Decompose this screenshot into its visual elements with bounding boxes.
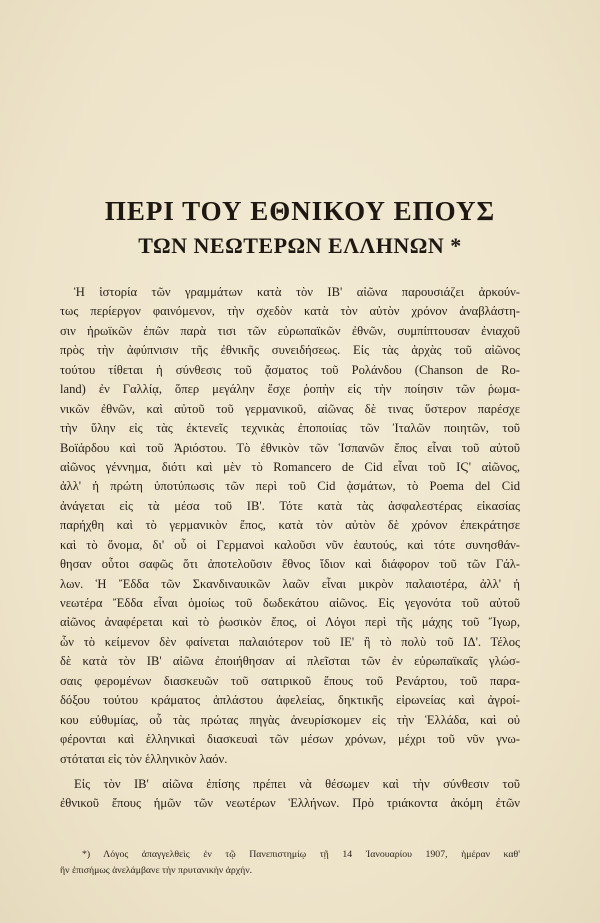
footnote (60, 847, 520, 879)
text-line: τως περίεργον φαινόμενον, τὴν σχεδὸν κατὰ τὸν αὐτὸν χρόνον ἀναβλάστη- (60, 304, 520, 319)
text-line: δὲ κατὰ τὸν ΙΒ' αἰῶνα ἐποιήθησαν αἱ πλεῖσται τῶν ἐν εὐρωπαϊκαῖς γλώσ- (60, 654, 520, 669)
title-line-1: ΠΕΡΙ ΤΟΥ ΕΘΝΙΚΟΥ ΕΠΟΥΣ (104, 196, 496, 226)
text-line: στόταται εἰς τὸν ἑλληνικὸν λαόν. (60, 751, 228, 766)
text-line: ἀλλ' ἡ πρώτη ὑποτύπωσις τῶν περὶ τοῦ Cid ᾀσμάτων, τὸ Poema del Cid (60, 479, 520, 494)
text-line: κου εὐθυμίας, οὗ τὰς πρώτας πηγὰς ἀνευρίσκομεν εἰς τὴν Ἑλλάδα, καὶ οὐ (60, 712, 520, 727)
text-line: φέρονται καὶ ἑλληνικαὶ διασκευαὶ τῶν μέσων χρόνων, μέχρι τοῦ νῦν γνω- (60, 732, 520, 747)
body-text (60, 283, 520, 814)
text-line: ἀνάγεται εἰς τὰ μέσα τοῦ ΙΒ'. Τότε κατὰ τὰς ἀσφαλεστέρας εἰκασίας (60, 498, 520, 513)
text-line: Ἡ ἱστορία τῶν γραμμάτων κατὰ τὸν ΙΒ' αἰῶνα παρουσιάζει ἀρκούν- (74, 285, 520, 299)
text-line: τούτου τίθεται ἡ σύνθεσις τοῦ ᾄσματος τοῦ Ρολάνδου (Chanson de Ro- (60, 362, 520, 377)
text-line: πρὸς τὴν ἀφύπνισιν τῆς ἐθνικῆς συνειδήσεως. Εἰς τὰς ἀρχὰς τοῦ αἰῶνος (60, 343, 520, 358)
text-line: τὴν ὕλην εἰς τὰς ἐκτενεῖς τεχνικὰς ἐποποιίας τῶν Ἰταλῶν ποιητῶν, τοῦ (60, 421, 520, 436)
text-line: land) ἐν Γαλλίᾳ, ὅπερ μεγάλην ἔσχε ῥοπὴν εἰς τὴν ποίησιν τῶν ῥωμα- (60, 382, 520, 397)
text-line: ἐθνικοῦ ἔπους ἡμῶν τῶν νεωτέρων Ἑλλήνων. Πρὸ τριάκοντα ἀκόμη ἐτῶν (60, 796, 520, 811)
paragraph-1 (60, 283, 520, 769)
text-line: θησαν οὗτοι σαφῶς ὅτι ἀποτελοῦσιν ἔθνος ἴδιον καὶ διάφορον τοῦ τῶν Γάλ- (60, 557, 520, 572)
text-line: αἰῶνος ἀναφέρεται καὶ τὸ ῥωσικὸν ἔπος, οἱ Λόγοι περὶ τῆς μάχης τοῦ Ἴγωρ, (60, 615, 520, 630)
paragraph-2 (60, 775, 520, 814)
text-line: αἰῶνος γέννημα, διότι καὶ μὲν τὸ Romancero de Cid εἶναι τοῦ ΙϚ' αἰῶνος, (60, 459, 520, 474)
text-line: παρήχθη καὶ τὸ γερμανικὸν ἔπος, κατὰ τὸν αὐτὸν δὲ χρόνον ἐπεκράτησε (60, 518, 520, 533)
footnote-line: *) Λόγος ἀπαγγελθεὶς ἐν τῷ Πανεπιστημίῳ τῇ 14 Ἰανουαρίου 1907, ἡμέραν καθ' (82, 849, 520, 860)
text-line: λων. Ἡ Ἔδδα τῶν Σκανδιναυικῶν λαῶν εἶναι μικρὸν παλαιοτέρα, ἀλλ' ἡ (60, 576, 520, 591)
text-line: σαις φερομένων διασκευῶν τοῦ σατιρικοῦ ἔπους τοῦ Ρενάρτου, τοῦ παρα- (60, 673, 520, 688)
text-line: Βοϊάρδου καὶ τοῦ Ἀριόστου. Τὸ ἐθνικὸν τῶν Ἱσπανῶν ἔπος εἶναι τοῦ αὐτοῦ (60, 440, 520, 455)
text-line: νεωτέρα Ἔδδα εἶναι ὁμοίως τοῦ δωδεκάτου αἰῶνος. Εἰς γεγονότα τοῦ αὐτοῦ (60, 596, 520, 610)
footnote-line: ἣν ἐπισήμως ἀνελάμβανε τὴν πρυτανικὴν ἀρχήν. (60, 865, 253, 876)
text-line: σιν ἡρωϊκῶν ἐπῶν παρὰ τισι τῶν εὐρωπαϊκῶν ἐθνῶν, συμπίπτουσαν ἐνιαχοῦ (60, 323, 520, 338)
text-line: ὧν τὸ κείμενον δὲν φαίνεται παλαιότερον τοῦ ΙΕ' ἢ τὸ πολὺ τοῦ ΙΔ'. Τέλος (60, 634, 520, 649)
text-line: νικῶν ἐθνῶν, καὶ αὐτοῦ τοῦ γερμανικοῦ, αἰῶνας δὲ τινας ὕστερον παρέσχε (60, 401, 520, 416)
text-line: δόξου τούτου κράματος ἁπλάστου ἀφελείας, δηκτικῆς εἰρωνείας καὶ ἀγροί- (60, 693, 520, 708)
title-line-2: ΤΩΝ ΝΕΩΤΕΡΩΝ ΕΛΛΗΝΩΝ * (138, 233, 462, 258)
text-line: Εἰς τὸν ΙΒ' αἰῶνα ἐπίσης πρέπει νὰ θέσωμεν καὶ τὴν σύνθεσιν τοῦ (74, 776, 520, 791)
text-line: καὶ τὸ ὄνομα, δι' οὗ οἱ Γερμανοὶ καλοῦσι νῦν ἑαυτούς, καὶ τότε συνησθάν- (60, 537, 520, 552)
